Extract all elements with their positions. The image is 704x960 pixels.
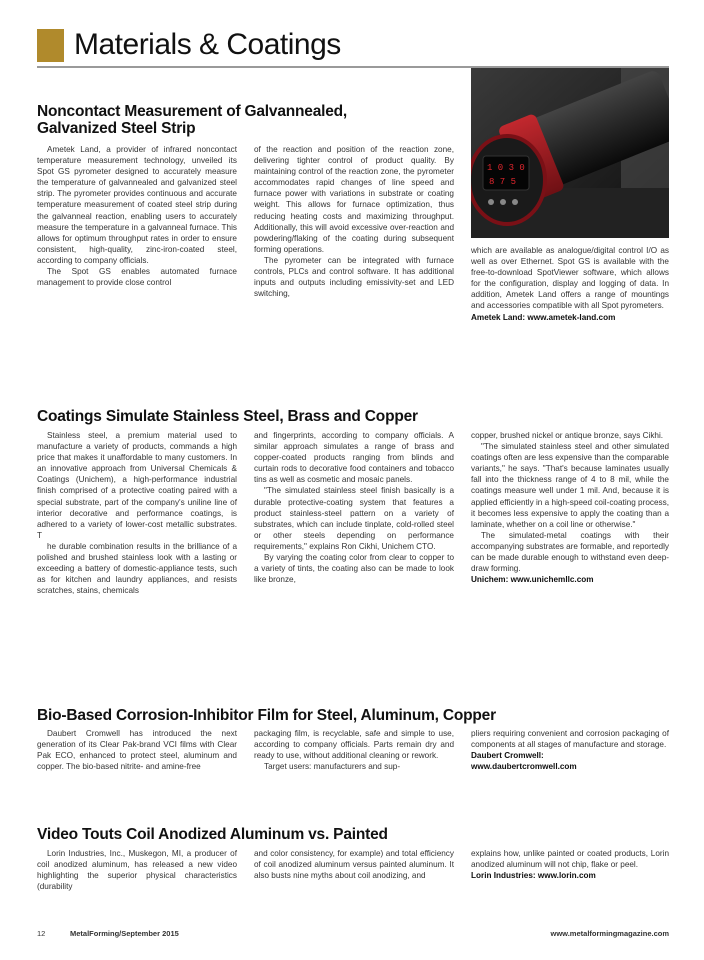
- article-2-col2: [254, 430, 454, 585]
- article-1-title-line1: Noncontact Measurement of Galvannealed,: [37, 103, 348, 120]
- pyrometer-photo: [471, 68, 669, 238]
- article-4-credit: Lorin Industries: www.lorin.com: [471, 871, 596, 881]
- article-4-col2: [254, 848, 454, 881]
- article-1-col3: [471, 245, 669, 323]
- article-2-para1: Stainless steel, a premium material used to manufacture a variety of products, commands a high price that makes it unaffordable to many customers. In an innovative approach from Universal Chemicals & Coatings (Unichem), a high-performance industrial finish comprised of a protective coating paired with a special substrate, part of the company's uniline line of interior decorative and performance coatings, is adhered to a variety of lower-cost metallic substrates. T: [37, 431, 237, 540]
- footer-url: www.metalformingmagazine.com: [550, 929, 669, 938]
- article-4-para2: and color consistency, for example) and total efficiency of coil anodized aluminum versus painted aluminum. It also busts nine myths about coil anodizing, and: [254, 849, 454, 881]
- article-1-para3: of the reaction and position of the reaction zone, delivering tighter control of product quality. By maintaining control of the reaction zone, the pyrometer accommodates rapid changes of line speed and furnace power with variations in substrate or coating weight. This allows for furnace optimization, thus reducing heating costs and maximizing throughput. Additionally, this will avoid excessive over-reaction and powdering/flaking of the coating during subsequent forming operations.: [254, 145, 454, 254]
- article-2-title: Coatings Simulate Stainless Steel, Brass and Copper: [37, 408, 418, 425]
- article-4-para1: Lorin Industries, Inc., Muskegon, MI, a producer of coil anodized aluminum, has released a new video highlighting the superior physical characteristics (durability: [37, 849, 237, 892]
- photo-display-line2: 8 7 5: [489, 177, 517, 187]
- article-1-col2: [254, 144, 454, 299]
- article-1-col1: [37, 144, 237, 288]
- footer-page-number: 12: [37, 929, 46, 938]
- section-color-bar: [37, 29, 64, 62]
- article-4-col3: [471, 848, 669, 881]
- article-1-para1: Ametek Land, a provider of infrared noncontact temperature measurement technology, unveiled its Spot GS pyrometer designed to accurately measure the temperature of galvannealed and galvanized steel strip. The pyrometer provides continuous and accurate temperature measurement of coated steel strip during the galvanneal reaction, enabling users to accurately measure the temperature in a galvanneal furnace. This allows for optimum throughput rates in order to ensure consistent, high-quality, zinc-iron-coated steel, according to company officials.: [37, 145, 237, 265]
- article-1-title: [37, 103, 457, 137]
- article-3-para2: packaging film, is recyclable, safe and simple to use, according to company officials. Parts remain dry and ready to use, without additional cleaning or rework.: [254, 729, 454, 761]
- article-2-col1: [37, 430, 237, 596]
- article-1-para5: which are available as analogue/digital control I/O as well as over Ethernet. Spot GS is available with the free-to-download SpotViewer software, which allows for the configuration, display and logging of data. In addition, Ametek Land offers a range of mountings and accessories compatible with all Spot pyrometers.: [471, 246, 669, 311]
- article-4-title: Video Touts Coil Anodized Aluminum vs. Painted: [37, 826, 388, 843]
- section-title: Materials & Coatings: [74, 28, 341, 61]
- photo-display-line1: 1 0 3 0: [487, 163, 525, 173]
- article-3-credit-url: www.daubertcromwell.com: [471, 762, 577, 772]
- article-2-credit: Unichem: www.unichemllc.com: [471, 575, 594, 585]
- article-4-col1: [37, 848, 237, 892]
- article-3-para4: pliers requiring convenient and corrosion packaging of components at all stages of manufacture and storage.: [471, 729, 669, 750]
- article-1-para4: The pyrometer can be integrated with furnace controls, PLCs and control software. It has additional inputs and outputs including emissivity-set and LED switching,: [254, 255, 454, 299]
- article-4-para3: explains how, unlike painted or coated products, Lorin anodized aluminum will not chip, flake or peel.: [471, 849, 669, 870]
- article-2-para3: and fingerprints, according to company officials. A similar approach simulates a range of brass and copper-coated products ranging from blinds and curtain rods to decorative food containers and tobacco tins as well as cosmetic and mosaic panels.: [254, 431, 454, 485]
- article-3-col3: [471, 728, 669, 772]
- article-1-credit: Ametek Land: www.ametek-land.com: [471, 312, 616, 322]
- article-2-para5: By varying the coating color from clear to copper to a variety of tints, the coating also can be made to look like bronze,: [254, 553, 454, 585]
- article-3-para1: Daubert Cromwell has introduced the next generation of its Clear Pak-brand VCI films with Clear Pak ECO, enhanced to protect steel, aluminum and copper. The bio-based nitrite- and amine-free: [37, 729, 237, 772]
- article-3-title: Bio-Based Corrosion-Inhibitor Film for Steel, Aluminum, Copper: [37, 707, 496, 724]
- article-2-col3: [471, 430, 669, 585]
- article-3-col1: [37, 728, 237, 772]
- article-2-para2: he durable combination results in the brilliance of a polished and brushed stainless look with a lasting or exceeding a battery of domestic-appliance tests, such as for kitchen and laundry appliances, and resists scratches, stains, chemicals: [37, 541, 237, 596]
- article-2-para4: "The simulated stainless steel finish basically is a durable protective-coating system that features a product stainless-steel pattern on a variety of substrates, which can include tinplate, cold-rolled steel or other steels depending on performance requirements," explains Ron Cikhi, Unichem CTO.: [254, 486, 454, 551]
- article-1-title-line2: Galvanized Steel Strip: [37, 120, 196, 137]
- article-2-para8: The simulated-metal coatings with their accompanying substrates are formable, and reportedly can be made durable enough to withstand even deep-draw forming.: [471, 530, 669, 574]
- article-1-para2: The Spot GS enables automated furnace management to provide close control: [37, 267, 237, 288]
- article-3-credit: Daubert Cromwell:: [471, 751, 544, 761]
- article-3-col2: [254, 728, 454, 772]
- article-2-para7: "The simulated stainless steel and other simulated coatings often are less expensive than the comparable variants," he says. "That's because laminates usually fall into the thickness range of 4 to 8 mil, while the coatings measure well under 1 mil. And, because it is applied efficiently in a high-speed coil-coating process, it becomes less expensive to apply the coating than a laminate, whether on a coil line or otherwise.": [471, 442, 669, 529]
- article-2-para6: copper, brushed nickel or antique bronze, says Cikhi.: [471, 431, 664, 440]
- article-3-para3: Target users: manufacturers and sup-: [264, 762, 401, 772]
- footer-issue: MetalForming/September 2015: [70, 929, 179, 938]
